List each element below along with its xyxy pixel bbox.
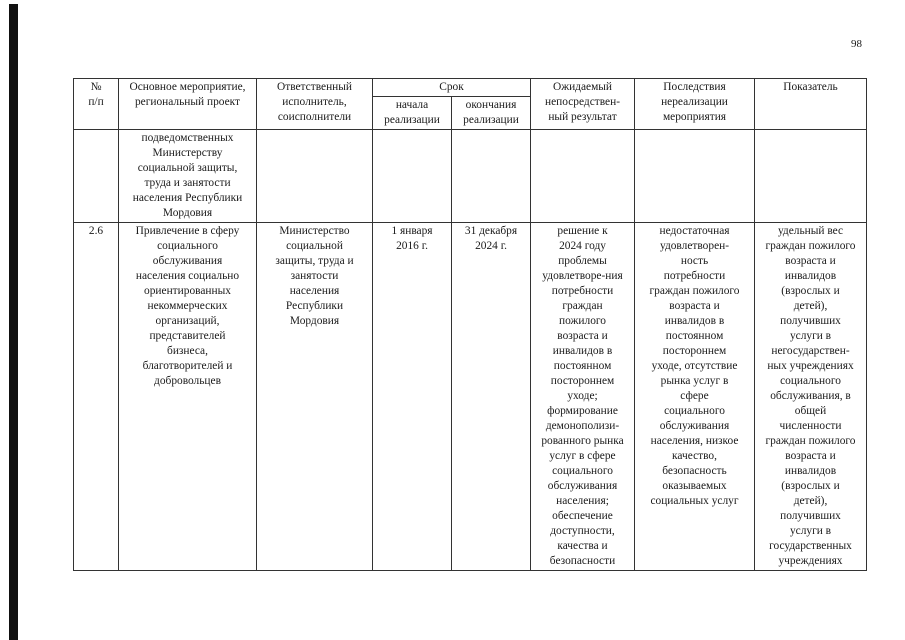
row-activity: подведомственных Министерству социальной защиты, труда и занятости населения Республики Мордовия [119, 130, 257, 223]
row-consequences: недостаточная удовлетворен- ность потребности граждан пожилого возраста и инвалидов в постоянном постороннем уходе, отсутствие рынка услуг в сфере социального обслуживания населения, низкое качество, безопасность оказываемых социальных услуг [635, 223, 755, 571]
table-row [74, 130, 867, 223]
page-number: 98 [851, 38, 862, 50]
header-num: № п/п [74, 79, 119, 130]
row-indicator: удельный вес граждан пожилого возраста и инвалидов (взрослых и детей), получивших услуги в негосударствен- ных учреждениях социального обслуживания, в общей численности граждан пожилого возраста и инвалидов (взрослых и детей), получивших услуги в государственных учреждениях [755, 223, 867, 571]
header-term: Срок [373, 79, 531, 97]
table-row [74, 223, 867, 571]
row-indicator [755, 130, 867, 223]
header-expected-result: Ожидаемый непосредствен- ный результат [531, 79, 635, 130]
row-expected-result: решение к 2024 году проблемы удовлетворе-ния потребности граждан пожилого возраста и инвалидов в постоянном постороннем уходе; формирование демонополизи- рованного рынка услуг в сфере социального обслуживания населения; обеспечение доступности, качества и безопасности [531, 223, 635, 571]
header-executor: Ответственный исполнитель, соисполнители [257, 79, 373, 130]
header-indicator: Показатель [755, 79, 867, 130]
row-activity: Привлечение в сферу социального обслуживания населения социально ориентированных некоммерческих организаций, представителей бизнеса, благотворителей и добровольцев [119, 223, 257, 571]
header-activity: Основное мероприятие, региональный проект [119, 79, 257, 130]
row-executor [257, 130, 373, 223]
header-term-start: начала реализации [373, 97, 452, 130]
row-executor: Министерство социальной защиты, труда и занятости населения Республики Мордовия [257, 223, 373, 571]
row-end: 31 декабря 2024 г. [452, 223, 531, 571]
row-start: 1 января 2016 г. [373, 223, 452, 571]
program-table [73, 78, 867, 571]
header-row [74, 79, 867, 97]
row-num: 2.6 [74, 223, 119, 571]
row-end [452, 130, 531, 223]
row-expected-result [531, 130, 635, 223]
row-consequences [635, 130, 755, 223]
scan-edge [9, 4, 18, 640]
header-consequences: Последствия нереализации мероприятия [635, 79, 755, 130]
row-start [373, 130, 452, 223]
row-num [74, 130, 119, 223]
header-term-end: окончания реализации [452, 97, 531, 130]
